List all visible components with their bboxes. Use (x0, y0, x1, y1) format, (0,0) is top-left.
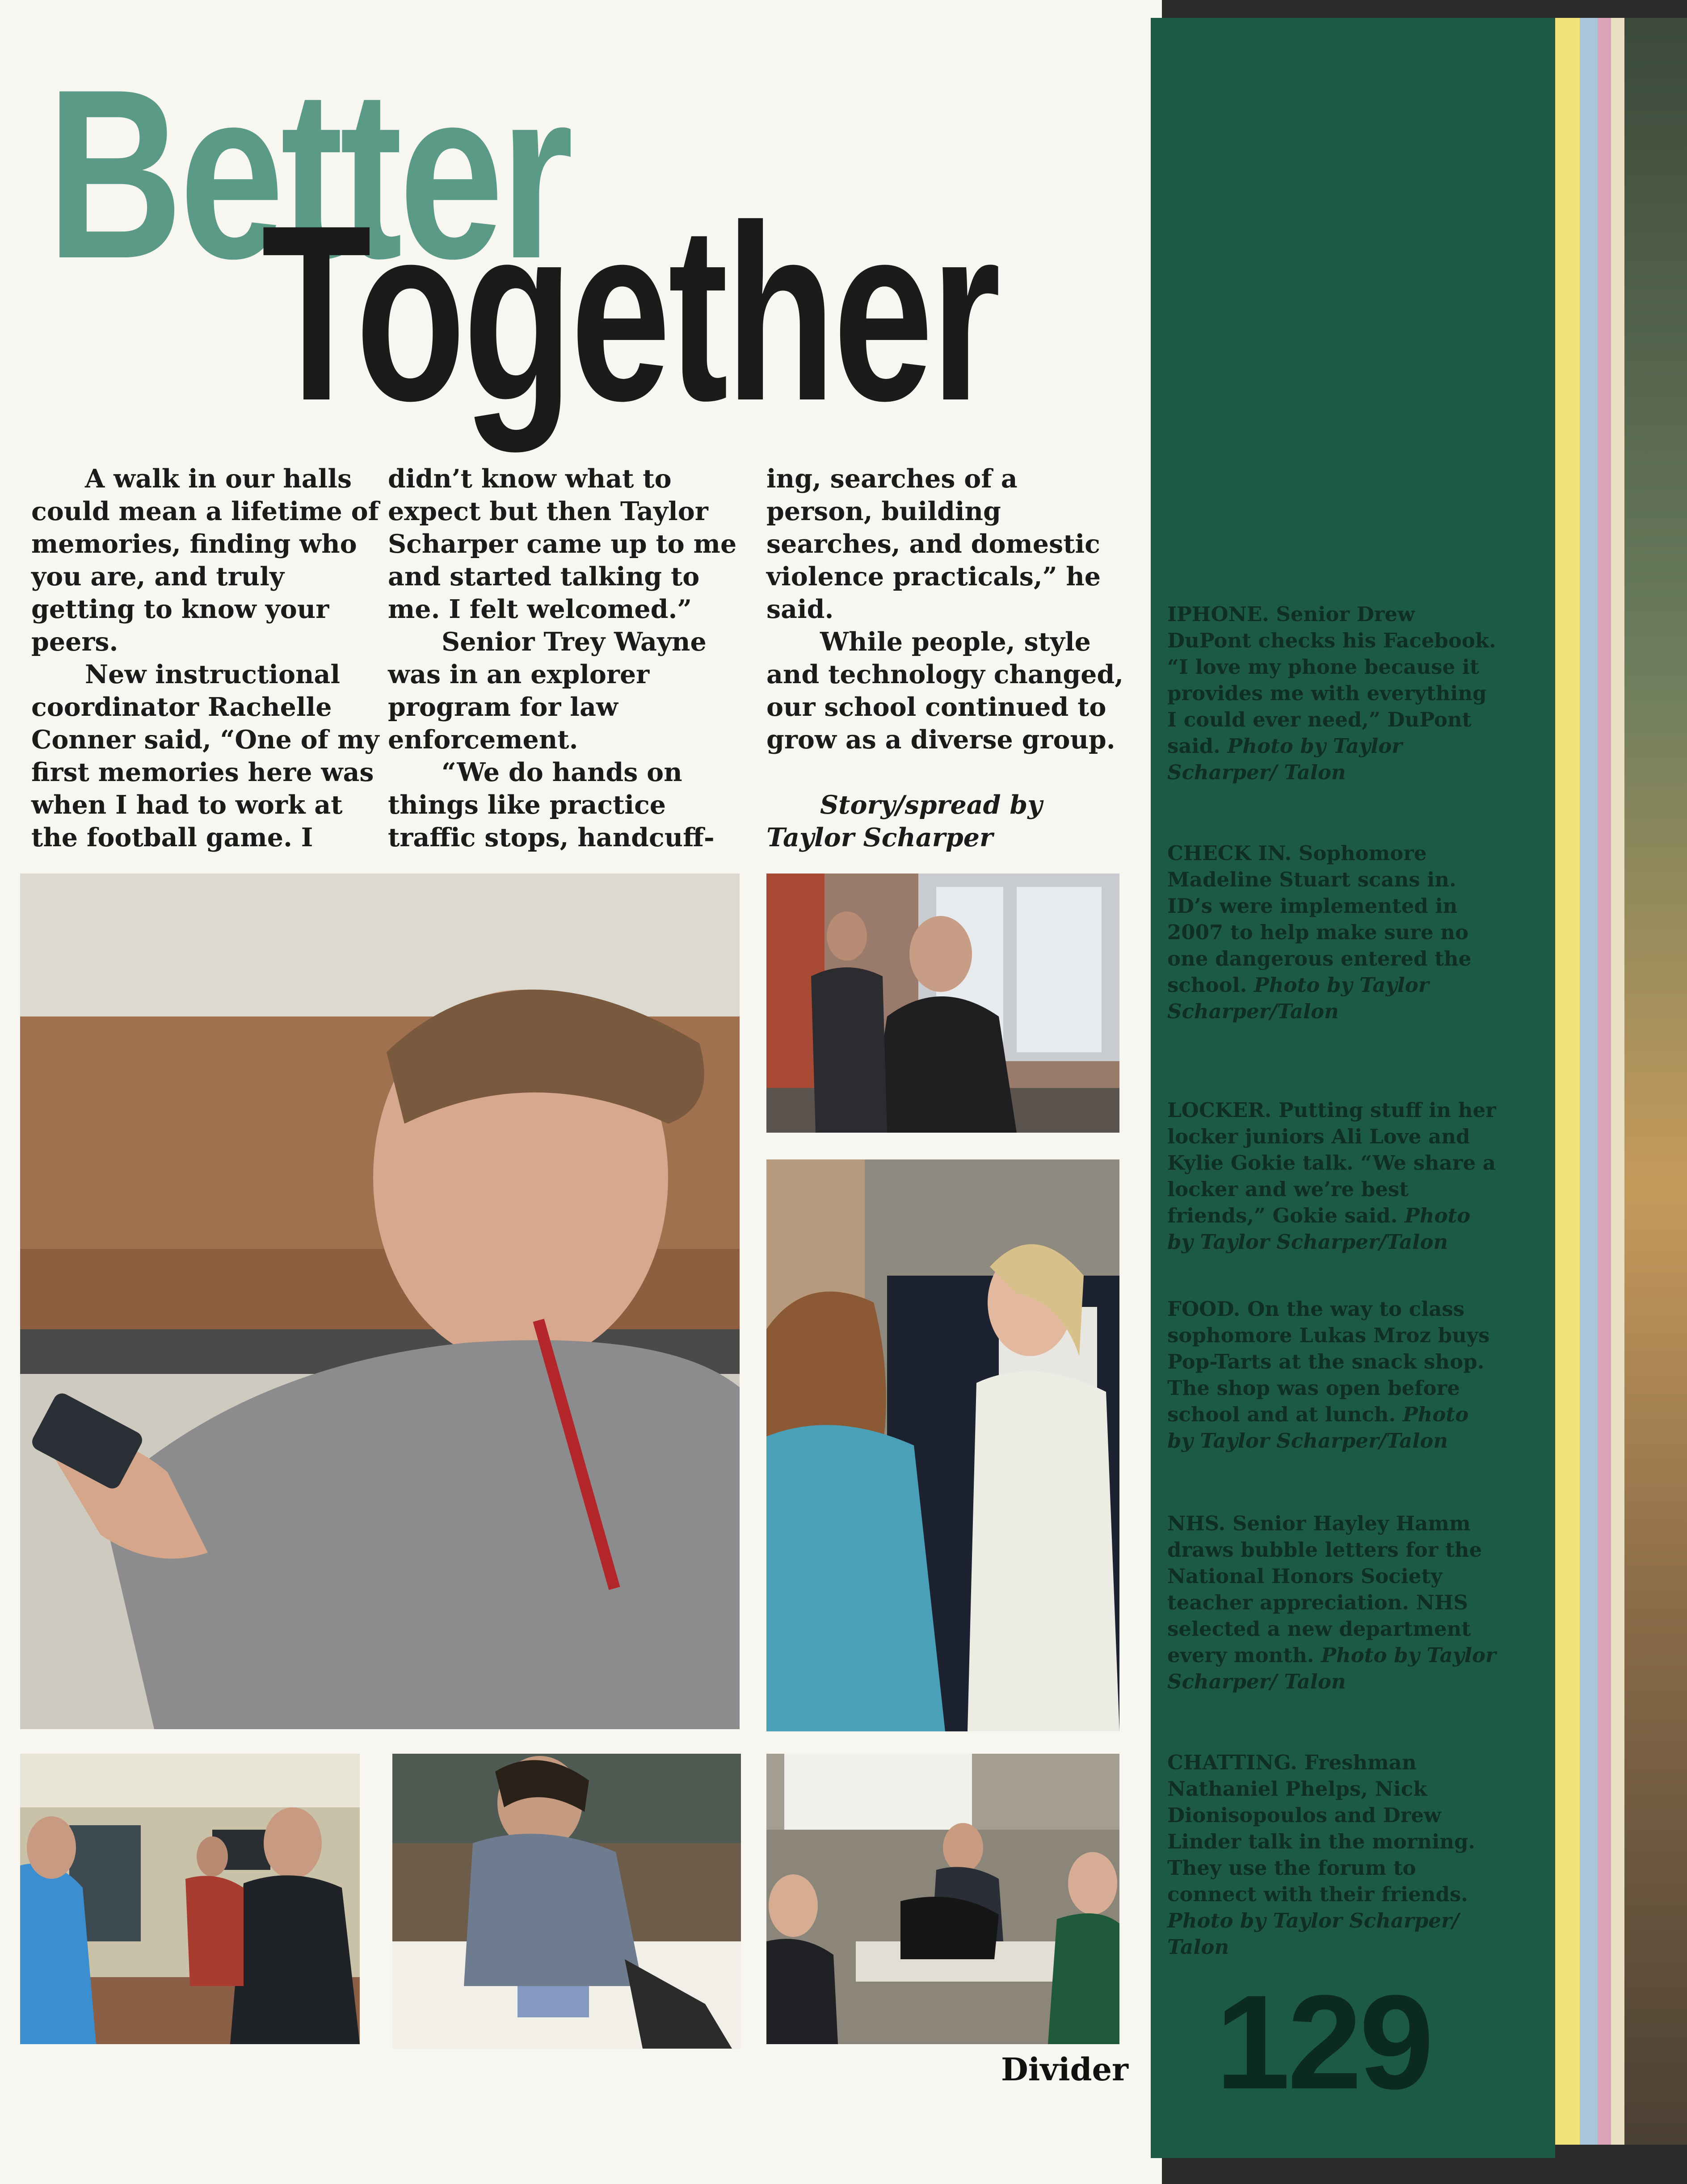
caption-text: Putting stuff in her locker juniors Ali Love and Kylie Gokie talk. “We share a locker and we’re best friends,” Gokie said. (1167, 1098, 1496, 1227)
photo-food (20, 1754, 360, 2044)
page-edge-pink (1598, 18, 1611, 2145)
photo-iphone (20, 874, 740, 1729)
photo-locker-image (766, 1159, 1119, 1731)
caption-credit: Photo by Taylor Scharper/ Talon (1167, 1909, 1460, 1959)
caption-nhs (1167, 1510, 1498, 1695)
photo-nhs (392, 1754, 741, 2049)
caption-credit: Photo by Taylor Scharper/Talon (1167, 1403, 1469, 1453)
story-paragraph: A walk in our halls could mean a lifetime of memories, finding who you are, and truly getting to know your peers. (31, 464, 379, 657)
title-better: Better (47, 39, 570, 309)
photo-locker (766, 1159, 1119, 1731)
caption-keyword: FOOD. (1167, 1297, 1241, 1321)
story-paragraph: While people, style and technology changed, our school continued to grow as a diverse group. (766, 627, 1124, 755)
photo-check-in-image (766, 874, 1119, 1133)
story-paragraph: New instructional coordinator Rachelle Conner said, “One of my first memories here was when I had to work at the football game. I (31, 659, 379, 853)
photo-chatting-image (766, 1754, 1119, 2044)
photo-food-image (20, 1754, 360, 2044)
caption-credit: Photo by Taylor Scharper/ Talon (1167, 734, 1403, 784)
caption-keyword: CHATTING. (1167, 1751, 1297, 1774)
caption-iphone (1167, 601, 1498, 785)
caption-credit: Photo by Taylor Scharper/Talon (1167, 973, 1429, 1023)
caption-text: On the way to class sophomore Lukas Mroz buys Pop-Tarts at the snack shop. The shop was open before school and at lunch. (1167, 1297, 1490, 1426)
page-number: 129 (1216, 1967, 1431, 2117)
story-column-3 (766, 462, 1124, 854)
caption-chatting (1167, 1749, 1498, 1960)
next-page-photo-strip (1624, 18, 1687, 2145)
story-column-2 (388, 462, 745, 854)
caption-text: Senior Hayley Hamm draws bubble letters for the National Honors Society teacher appreciation. NHS selected a new department every month. (1167, 1512, 1482, 1667)
caption-credit: Photo by Taylor Scharper/ Talon (1167, 1643, 1496, 1693)
caption-check-in (1167, 840, 1498, 1025)
story-paragraph: Senior Trey Wayne was in an explorer program for law enforcement. (388, 627, 707, 755)
title-together: Together (261, 173, 998, 453)
story-byline: Story/spread by Taylor Scharper (766, 790, 1043, 853)
caption-keyword: CHECK IN. (1167, 841, 1292, 865)
photo-nhs-image (392, 1754, 741, 2049)
story-paragraph: ing, searches of a person, building searches, and domestic violence practicals,” he said. (766, 464, 1101, 624)
caption-text: Senior Drew DuPont checks his Facebook. “I love my phone because it provides me with everything I could ever need,” DuPont said. (1167, 602, 1496, 758)
caption-keyword: NHS. (1167, 1512, 1226, 1535)
page-edge-cream (1611, 18, 1624, 2145)
story-paragraph: didn’t know what to expect but then Taylor Scharper came up to me and started talking to me. I felt welcomed.” (388, 464, 737, 624)
caption-text: Freshman Nathaniel Phelps, Nick Dionisopoulos and Drew Linder talk in the morning. They use the forum to connect with their friends. (1167, 1751, 1476, 1906)
caption-credit: Photo by Taylor Scharper/Talon (1167, 1204, 1471, 1254)
photo-iphone-image (20, 874, 740, 1729)
story-paragraph: “We do hands on things like practice traffic stops, handcuff- (388, 757, 715, 853)
story-column-1 (31, 462, 389, 854)
page-edge-blue (1580, 18, 1598, 2145)
caption-keyword: LOCKER. (1167, 1098, 1272, 1122)
caption-keyword: IPHONE. (1167, 602, 1269, 626)
page-edge-yellow (1555, 18, 1580, 2145)
photo-chatting (766, 1754, 1119, 2044)
caption-food (1167, 1296, 1498, 1454)
photo-check-in (766, 874, 1119, 1133)
caption-locker (1167, 1097, 1498, 1255)
section-label: Divider (1001, 2051, 1128, 2088)
caption-text: Sophomore Madeline Stuart scans in. ID’s were implemented in 2007 to help make sure no one dangerous entered the school. (1167, 841, 1472, 997)
